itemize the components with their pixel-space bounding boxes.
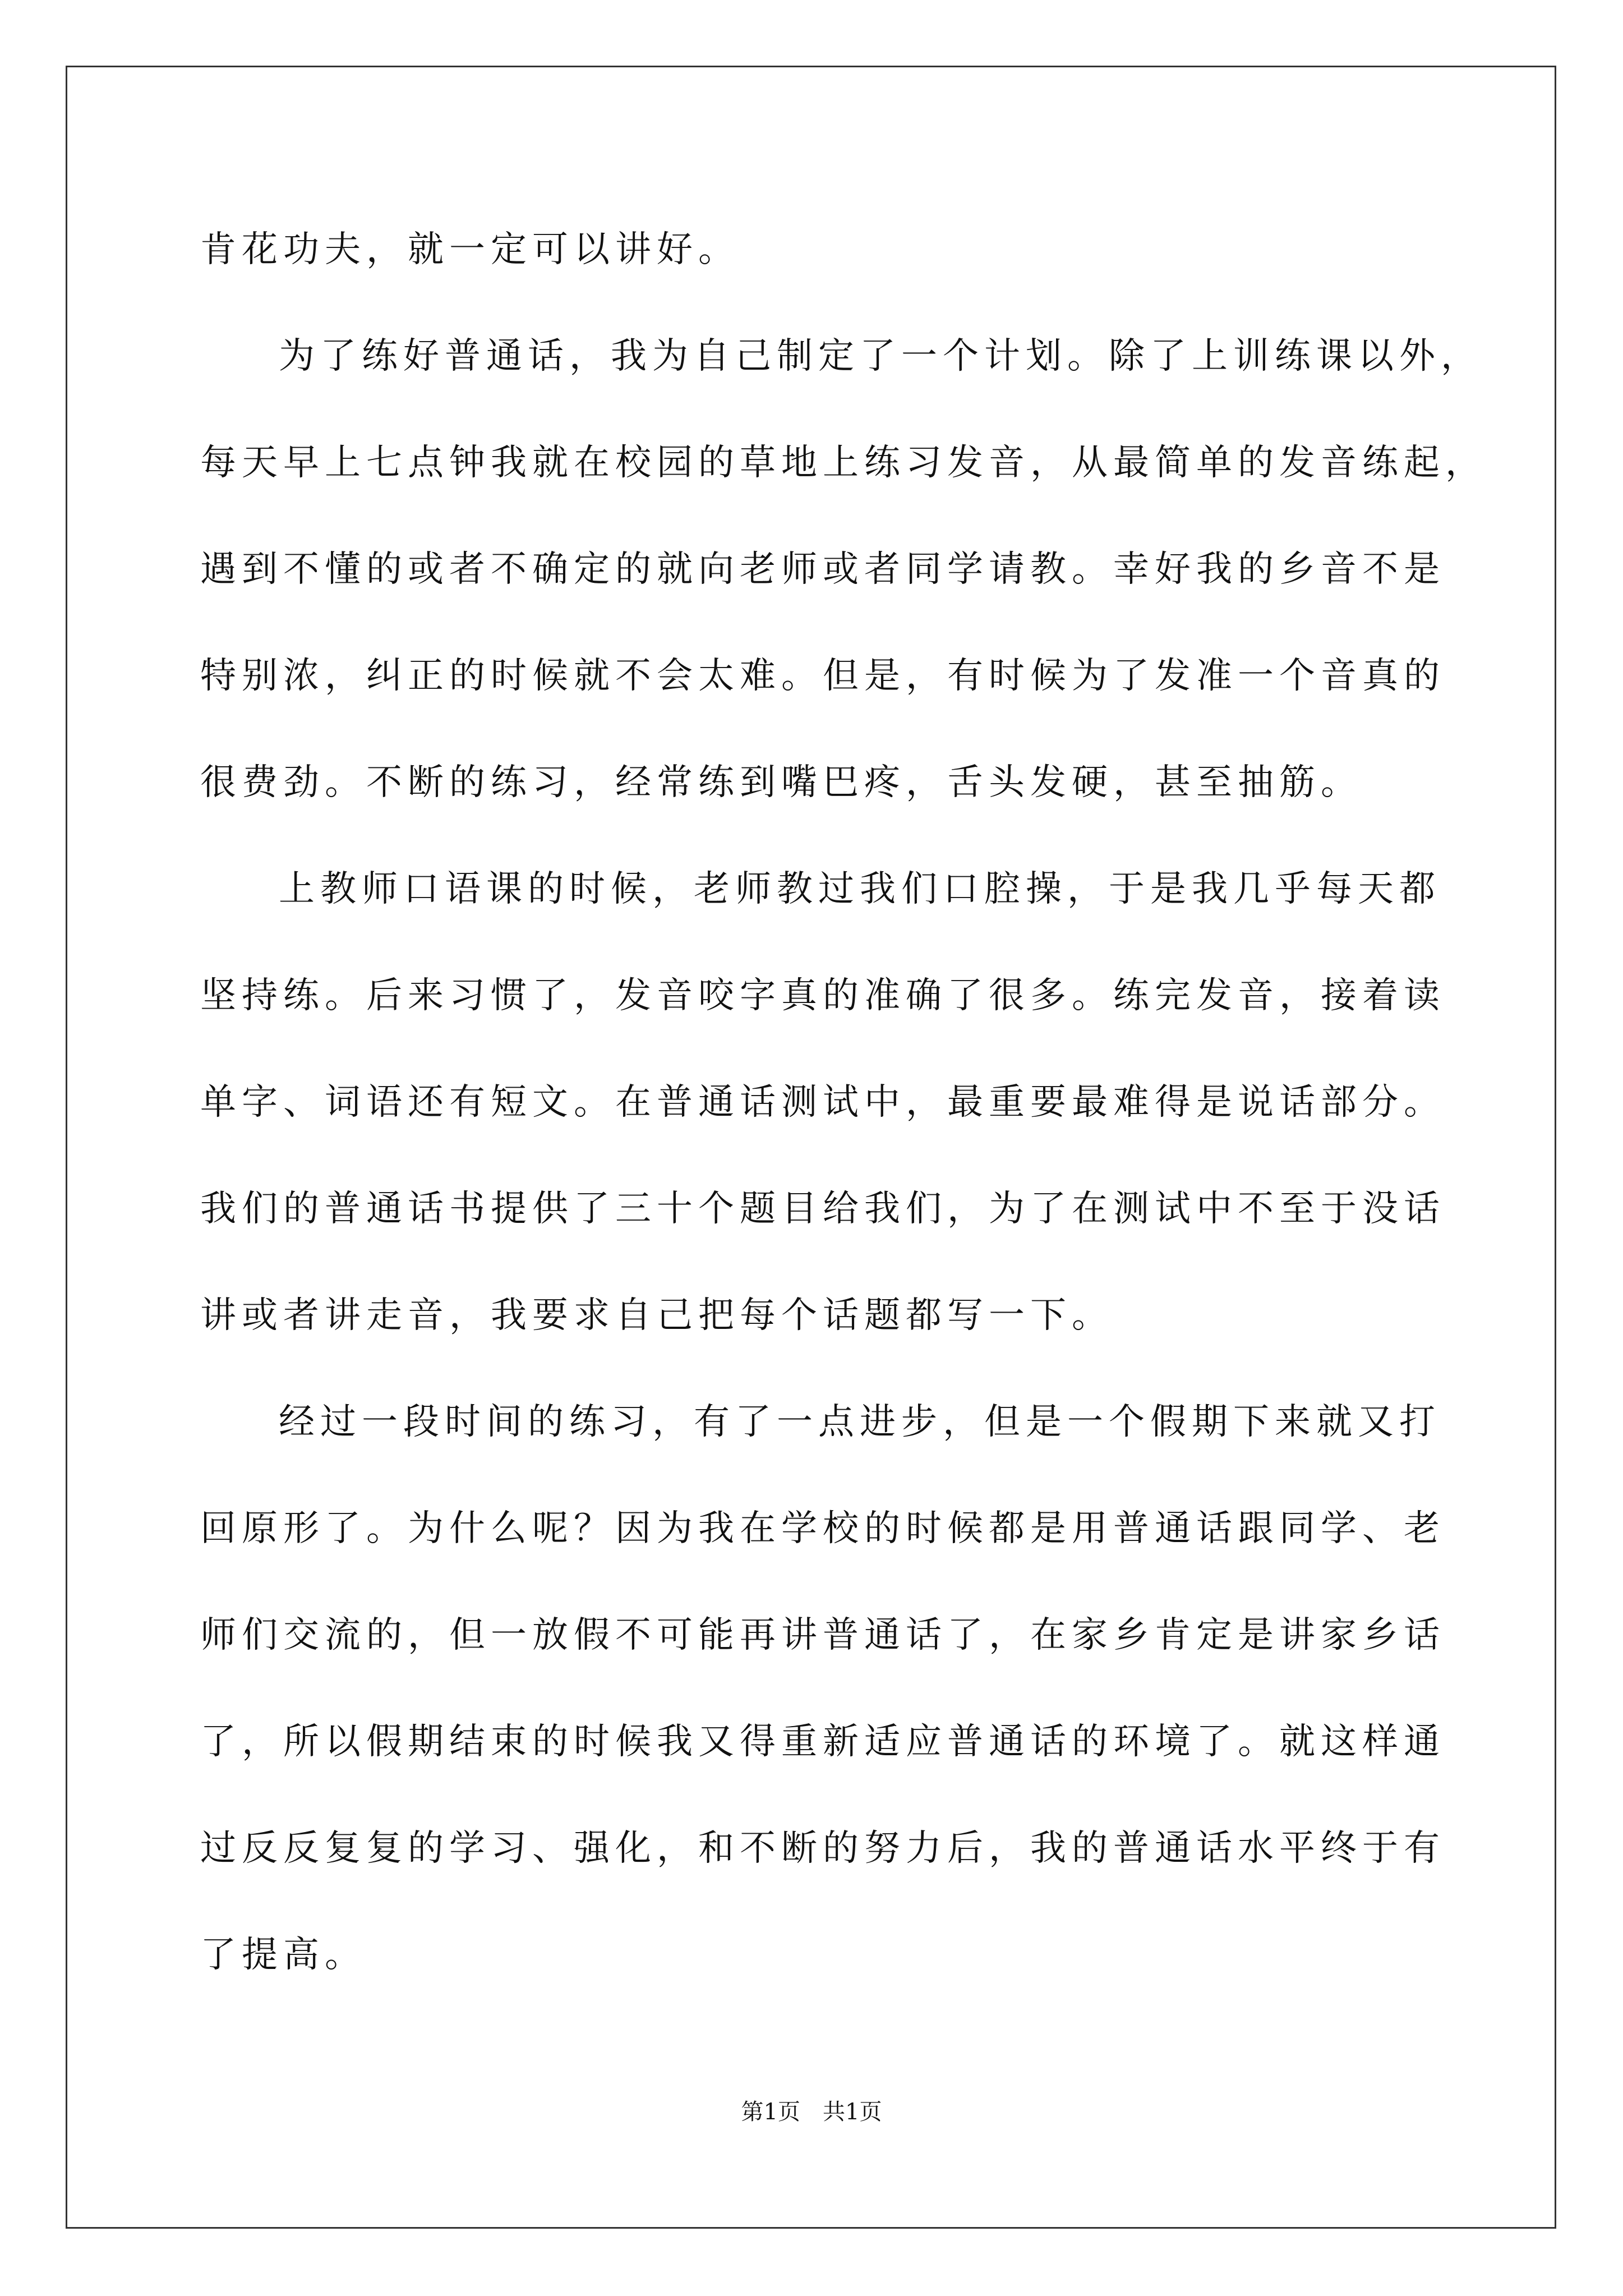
text-line: 单字、词语还有短文。在普通话测试中，最重要最难得是说话部分。: [200, 1082, 1445, 1123]
text-line: 了，所以假期结束的时候我又得重新适应普通话的环境了。就这样通: [200, 1721, 1445, 1763]
page-footer: 第1页 共1页: [741, 2099, 882, 2125]
page-frame: [66, 66, 1556, 2229]
text-line: 坚持练。后来习惯了，发音咬字真的准确了很多。练完发音，接着读: [200, 975, 1445, 1016]
text-line: 我们的普通话书提供了三十个题目给我们，为了在测试中不至于没话: [200, 1188, 1445, 1230]
text-line: 了提高。: [200, 1934, 366, 1976]
text-line: 经过一段时间的练习，有了一点进步，但是一个假期下来就又打: [279, 1401, 1441, 1443]
text-line: 为了练好普通话，我为自己制定了一个计划。除了上训练课以外，: [279, 335, 1482, 377]
text-line: 每天早上七点钟我就在校园的草地上练习发音，从最简单的发音练起，: [200, 442, 1487, 484]
text-line: 肯花功夫，就一定可以讲好。: [200, 229, 740, 270]
text-line: 回原形了。为什么呢？因为我在学校的时候都是用普通话跟同学、老: [200, 1508, 1445, 1549]
text-line: 师们交流的，但一放假不可能再讲普通话了，在家乡肯定是讲家乡话: [200, 1614, 1445, 1656]
text-line: 讲或者讲走音，我要求自己把每个话题都写一下。: [200, 1295, 1113, 1336]
text-line: 很费劲。不断的练习，经常练到嘴巴疼，舌头发硬，甚至抽筋。: [200, 762, 1362, 803]
text-line: 上教师口语课的时候，老师教过我们口腔操，于是我几乎每天都: [279, 868, 1441, 910]
text-line: 遇到不懂的或者不确定的就向老师或者同学请教。幸好我的乡音不是: [200, 549, 1445, 590]
text-line: 过反反复复的学习、强化，和不断的努力后，我的普通话水平终于有: [200, 1828, 1445, 1869]
text-line: 特别浓，纠正的时候就不会太难。但是，有时候为了发准一个音真的: [200, 655, 1445, 697]
